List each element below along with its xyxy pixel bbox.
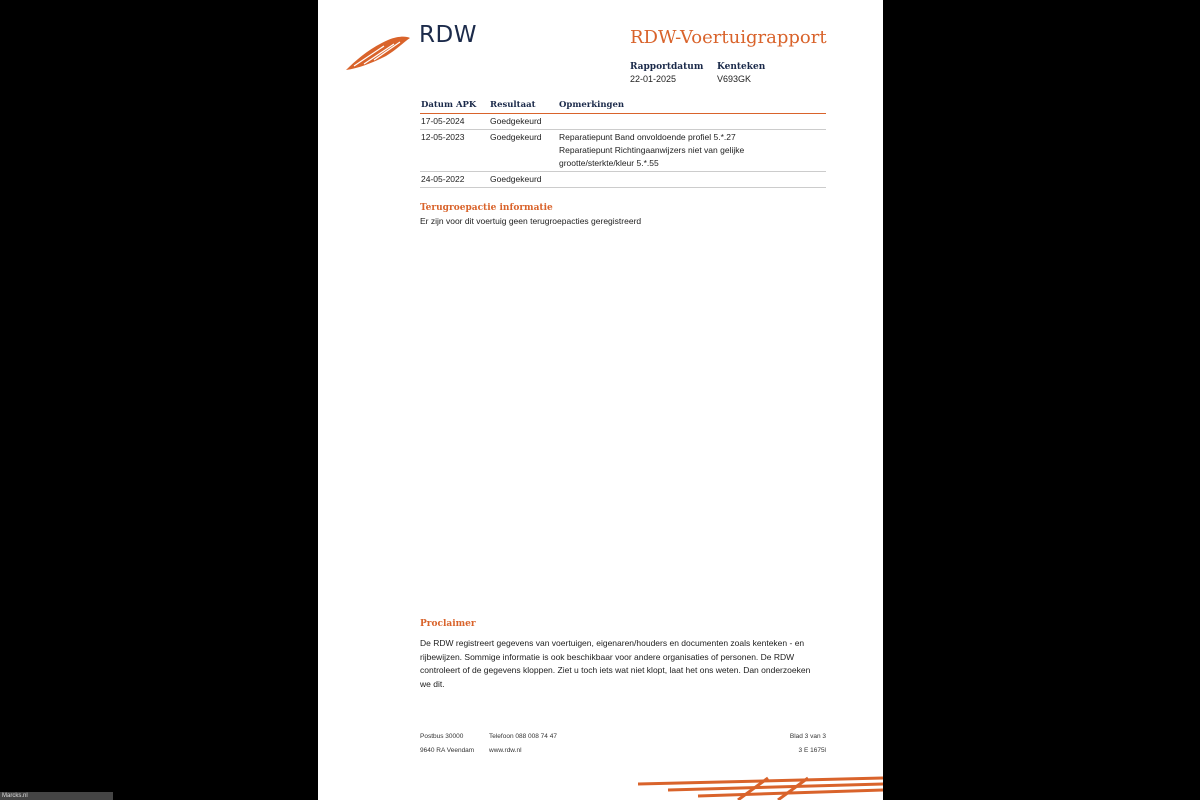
report-date-value: 22-01-2025: [630, 74, 677, 84]
remark-line: Reparatiepunt Band onvoldoende profiel 5.*.27: [559, 132, 736, 142]
apk-result: Goedgekeurd: [490, 116, 542, 126]
header-remarks: Opmerkingen: [559, 100, 625, 110]
footer-phone: Telefoon 088 008 74 47: [489, 733, 557, 740]
remark-line: Reparatiepunt Richtingaanwijzers niet van gelijke: [559, 145, 745, 155]
table-row: [420, 114, 826, 130]
header-result: Resultaat: [490, 100, 536, 110]
footer-city: 9640 RA Veendam: [420, 747, 475, 754]
watermark: Marcks.nl: [0, 792, 113, 800]
remark-line: grootte/sterkte/kleur 5.*.55: [559, 158, 659, 168]
table-row: [420, 130, 826, 172]
license-plate-label: Kenteken: [717, 62, 766, 72]
footer-website: www.rdw.nl: [489, 747, 522, 754]
header-date-apk: Datum APK: [421, 100, 477, 110]
footer-page-number: Blad 3 van 3: [789, 733, 826, 740]
apk-remarks: [559, 131, 826, 170]
apk-result: Goedgekeurd: [490, 174, 542, 184]
apk-date: 12-05-2023: [421, 132, 465, 142]
brand-name: RDW: [419, 22, 477, 48]
proclaimer-text: De RDW registreert gegevens van voertuigen, eigenaren/houders en documenten zoals kenteken - en rijbewijzen. Sommige informatie is ook beschikbaar voor andere organisaties of personen. De RDW controleert of de gegevens kloppen. Ziet u toch iets wat niet klopt, laat het ons weten. Dan onderzoeken we dit.: [420, 638, 811, 689]
apk-remarks: [559, 173, 826, 186]
footer-stripes-decoration: [638, 774, 883, 800]
footer-postbus: Postbus 30000: [420, 733, 464, 740]
recall-text: Er zijn voor dit voertuig geen terugroepacties geregistreerd: [420, 216, 642, 226]
table-row: [420, 172, 826, 188]
report-title: RDW-Voertuigrapport: [630, 27, 827, 48]
proclaimer-title: Proclaimer: [420, 619, 476, 629]
apk-remarks: [559, 115, 826, 128]
apk-date: 17-05-2024: [421, 116, 465, 126]
apk-table-header: [420, 98, 826, 114]
apk-result: Goedgekeurd: [490, 132, 542, 142]
report-date-label: Rapportdatum: [630, 62, 704, 72]
footer-document-code: 3 E 1675l: [798, 747, 826, 754]
apk-table: [420, 98, 826, 188]
apk-date: 24-05-2022: [421, 174, 465, 184]
license-plate-value: V693GK: [717, 74, 752, 84]
recall-title: Terugroepactie informatie: [420, 203, 553, 213]
report-page: [318, 0, 883, 800]
rdw-feather-logo: [344, 34, 412, 74]
